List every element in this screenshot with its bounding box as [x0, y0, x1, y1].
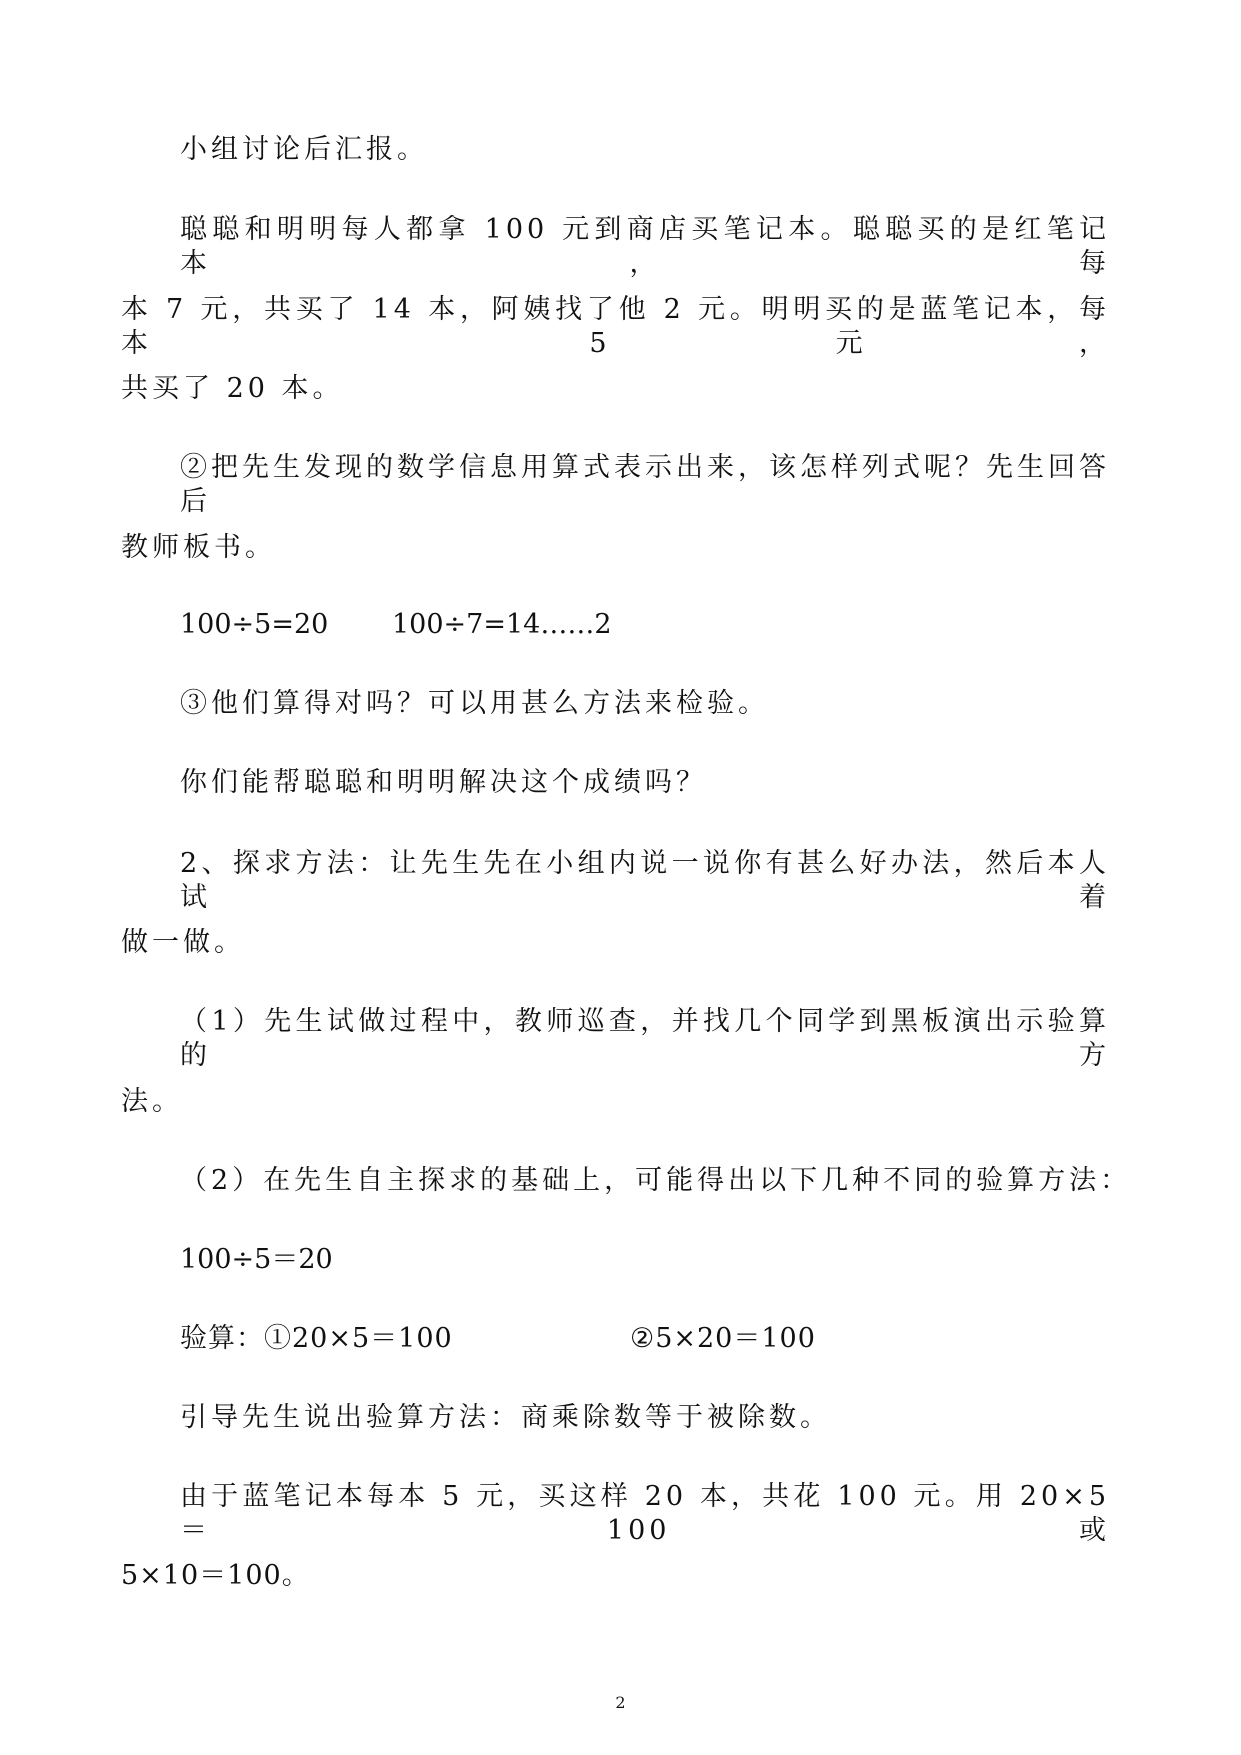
paragraph-line: 法。	[121, 1086, 183, 1117]
paragraph-line: ③他们算得对吗？可以用甚么方法来检验。	[180, 688, 769, 719]
equation-line: 100÷7=14……2	[392, 609, 612, 640]
paragraph-line: 聪聪和明明每人都拿 100 元到商店买笔记本。聪聪买的是红笔记本，每	[180, 214, 1110, 279]
paragraph-line: 你们能帮聪聪和明明解决这个成绩吗？	[180, 767, 707, 798]
paragraph-line: 共买了 20 本。	[121, 373, 344, 404]
paragraph-line: 做一做。	[121, 927, 245, 958]
equation-line: 100÷5＝20	[180, 1244, 333, 1275]
paragraph-line: 引导先生说出验算方法：商乘除数等于被除数。	[180, 1402, 831, 1433]
paragraph-line: 2、探求方法：让先生先在小组内说一说你有甚么好办法，然后本人试着	[180, 848, 1110, 913]
paragraph-line: （2）在先生自主探求的基础上，可能得出以下几种不同的验算方法：	[180, 1165, 1132, 1196]
verification-line: 验算：①20×5＝100	[180, 1323, 453, 1354]
paragraph-line: 教师板书。	[121, 532, 276, 563]
paragraph-line: 5×10＝100。	[121, 1560, 310, 1591]
paragraph-line: （1）先生试做过程中，教师巡查，并找几个同学到黑板演出示验算的方	[180, 1006, 1110, 1071]
page-number: 2	[615, 1693, 626, 1712]
paragraph-line: ②把先生发现的数学信息用算式表示出来，该怎样列式呢？先生回答后	[180, 452, 1110, 517]
paragraph-line: 由于蓝笔记本每本 5 元，买这样 20 本，共花 100 元。用 20×5＝100 或	[180, 1481, 1110, 1546]
equation-line: 100÷5=20	[180, 609, 329, 640]
paragraph-line: 小组讨论后汇报。	[180, 134, 428, 165]
paragraph-line: 本 7 元，共买了 14 本，阿姨找了他 2 元。明明买的是蓝笔记本，每本 5 元，	[121, 294, 1110, 359]
verification-line: ②5×20＝100	[630, 1323, 816, 1354]
